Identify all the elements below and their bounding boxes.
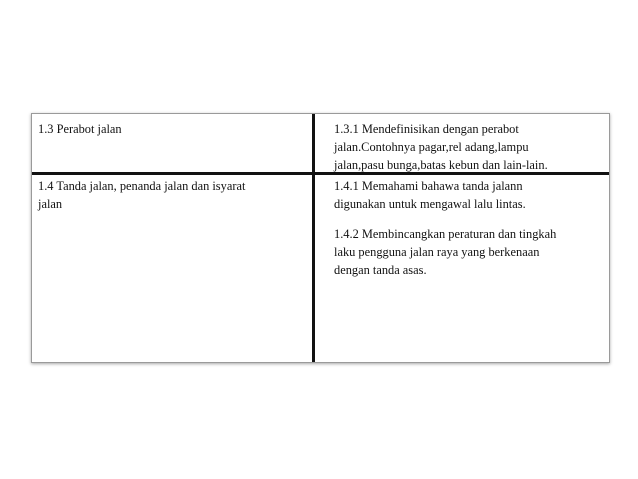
objective-text-line: laku pengguna jalan raya yang berkenaan <box>334 245 540 259</box>
topic-cell-road-signs <box>38 177 245 213</box>
objective-cell-1-4-1 <box>334 177 526 213</box>
objective-text-line: 1.3.1 Mendefinisikan dengan perabot <box>334 122 519 136</box>
topic-text-line: jalan <box>38 197 63 211</box>
objective-text-line: jalan,pasu bunga,batas kebun dan lain-lain. <box>334 158 548 172</box>
objective-cell-1-4-2 <box>334 225 556 279</box>
objective-text-line: dengan tanda asas. <box>334 263 427 277</box>
objective-text-line: jalan.Contohnya pagar,rel adang,lampu <box>334 140 529 154</box>
objective-text-line: 1.4.1 Memahami bahawa tanda jalann <box>334 179 523 193</box>
topic-text-line: 1.3 Perabot jalan <box>38 122 122 136</box>
topic-text-line: 1.4 Tanda jalan, penanda jalan dan isyarat <box>38 179 246 193</box>
topic-cell-road-furniture <box>38 120 122 138</box>
objective-cell-1-3-1 <box>334 120 548 174</box>
column-divider <box>312 114 315 362</box>
syllabus-table <box>31 113 610 363</box>
objective-text-line: 1.4.2 Membincangkan peraturan dan tingkah <box>334 227 557 241</box>
objective-text-line: digunakan untuk mengawal lalu lintas. <box>334 197 526 211</box>
